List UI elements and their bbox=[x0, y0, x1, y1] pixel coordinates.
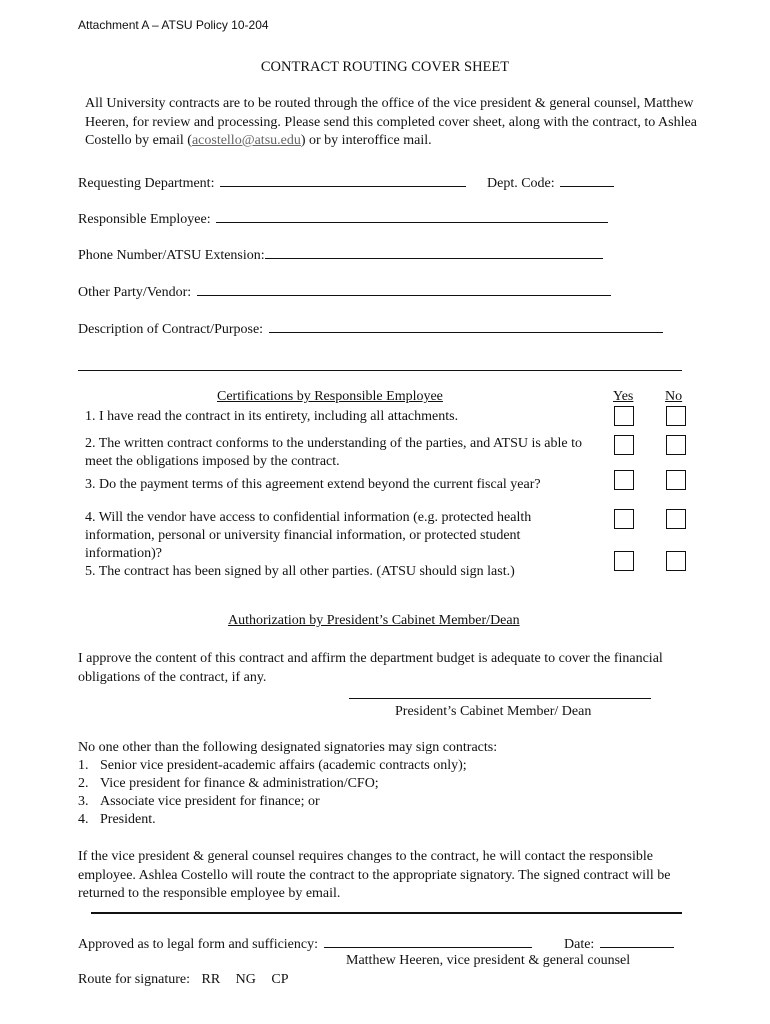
other-party-row bbox=[78, 281, 611, 301]
responsible-employee-label: Responsible Employee: bbox=[78, 212, 211, 227]
requesting-department-field[interactable] bbox=[220, 172, 466, 187]
signatory-item bbox=[78, 758, 467, 774]
authorization-heading: Authorization by President’s Cabinet Member/Dean bbox=[228, 613, 520, 628]
signatory-number: 2. bbox=[78, 776, 89, 791]
approval-date-row bbox=[564, 933, 674, 953]
intro-text-end: ) or by interoffice mail. bbox=[300, 133, 432, 148]
route-initials-cp: CP bbox=[271, 972, 289, 987]
route-initials-ng: NG bbox=[235, 972, 256, 987]
yes-checkbox-3[interactable] bbox=[614, 470, 634, 490]
yes-column-label: Yes bbox=[613, 389, 634, 404]
responsible-employee-row bbox=[78, 208, 608, 228]
phone-row bbox=[78, 244, 603, 264]
cabinet-signature-label: President’s Cabinet Member/ Dean bbox=[395, 704, 592, 719]
other-party-field[interactable] bbox=[197, 281, 611, 296]
certifications-heading: Certifications by Responsible Employee bbox=[217, 389, 443, 404]
dept-code-field[interactable] bbox=[560, 172, 614, 187]
certification-item-3: 3. Do the payment terms of this agreement extend beyond the current fiscal year? bbox=[85, 477, 541, 492]
cabinet-signature-line[interactable] bbox=[349, 698, 651, 699]
no-column-label: No bbox=[665, 389, 683, 404]
signatory-text: Senior vice president-academic affairs (academic contracts only); bbox=[100, 758, 467, 773]
approval-signature-field[interactable] bbox=[324, 933, 532, 948]
no-checkbox-3[interactable] bbox=[666, 470, 686, 490]
authorization-statement: I approve the content of this contract and affirm the department budget is adequate to cover the financial obligations of the contract, if any. bbox=[78, 651, 663, 685]
certification-item-2: 2. The written contract conforms to the understanding of the parties, and ATSU is able to meet the obligations imposed by the contract. bbox=[85, 436, 583, 469]
intro-paragraph bbox=[85, 95, 705, 151]
no-checkbox-4[interactable] bbox=[666, 509, 686, 529]
requesting-department-row bbox=[78, 172, 466, 192]
intro-text: All University contracts are to be routed through the office of the vice president & general counsel, Matthew Heeren, for review and processing. Please send this completed cover sheet, along with the contract, to Ashlea Costello by email ( bbox=[85, 96, 697, 148]
route-row bbox=[78, 972, 289, 988]
signatory-number: 4. bbox=[78, 812, 89, 827]
signatory-item bbox=[78, 776, 379, 792]
approval-label: Approved as to legal form and sufficiency: bbox=[78, 937, 319, 952]
certification-item-1: 1. I have read the contract in its entirety, including all attachments. bbox=[85, 409, 459, 424]
no-checkbox-5[interactable] bbox=[666, 551, 686, 571]
description-label: Description of Contract/Purpose: bbox=[78, 322, 264, 337]
yes-checkbox-1[interactable] bbox=[614, 406, 634, 426]
signatory-text: Associate vice president for finance; or bbox=[100, 794, 320, 809]
section-divider bbox=[91, 912, 682, 914]
signatory-text: Vice president for finance & administration/CFO; bbox=[100, 776, 379, 791]
description-field[interactable] bbox=[269, 318, 663, 333]
approval-row bbox=[78, 933, 532, 953]
changes-note: If the vice president & general counsel requires changes to the contract, he will contact the responsible employee. Ashlea Costello will route the contract to the appropriate signatory. The signed contract will be returned to the responsible employee by email. bbox=[78, 849, 671, 901]
signatory-number: 1. bbox=[78, 758, 89, 773]
yes-checkbox-4[interactable] bbox=[614, 509, 634, 529]
certification-item-5: 5. The contract has been signed by all other parties. (ATSU should sign last.) bbox=[85, 564, 515, 579]
description-row bbox=[78, 318, 663, 338]
dept-code-label: Dept. Code: bbox=[487, 176, 555, 191]
yes-checkbox-5[interactable] bbox=[614, 551, 634, 571]
certification-item-4: 4. Will the vendor have access to confidential information (e.g. protected health information, personal or university financial information, or protected student information)? bbox=[85, 510, 532, 561]
phone-field[interactable] bbox=[265, 244, 603, 259]
signatory-item bbox=[78, 794, 320, 810]
signatories-intro: No one other than the following designated signatories may sign contracts: bbox=[78, 740, 498, 755]
approval-signer: Matthew Heeren, vice president & general counsel bbox=[346, 953, 631, 968]
approval-date-label: Date: bbox=[564, 937, 595, 952]
other-party-label: Other Party/Vendor: bbox=[78, 285, 192, 300]
no-checkbox-2[interactable] bbox=[666, 435, 686, 455]
no-checkbox-1[interactable] bbox=[666, 406, 686, 426]
description-extra-line[interactable] bbox=[78, 370, 682, 371]
responsible-employee-field[interactable] bbox=[216, 208, 608, 223]
dept-code-row bbox=[487, 172, 614, 192]
email-link[interactable]: acostello@atsu.edu bbox=[191, 133, 301, 148]
yes-checkbox-2[interactable] bbox=[614, 435, 634, 455]
page-title: CONTRACT ROUTING COVER SHEET bbox=[260, 59, 510, 75]
requesting-department-label: Requesting Department: bbox=[78, 176, 215, 191]
signatory-text: President. bbox=[100, 812, 156, 827]
phone-label: Phone Number/ATSU Extension: bbox=[78, 248, 265, 263]
route-initials-rr: RR bbox=[201, 972, 221, 987]
approval-date-field[interactable] bbox=[600, 933, 674, 948]
route-label: Route for signature: bbox=[78, 972, 190, 987]
signatory-number: 3. bbox=[78, 794, 89, 809]
attachment-header: Attachment A – ATSU Policy 10-204 bbox=[78, 18, 269, 32]
signatory-item bbox=[78, 812, 156, 828]
